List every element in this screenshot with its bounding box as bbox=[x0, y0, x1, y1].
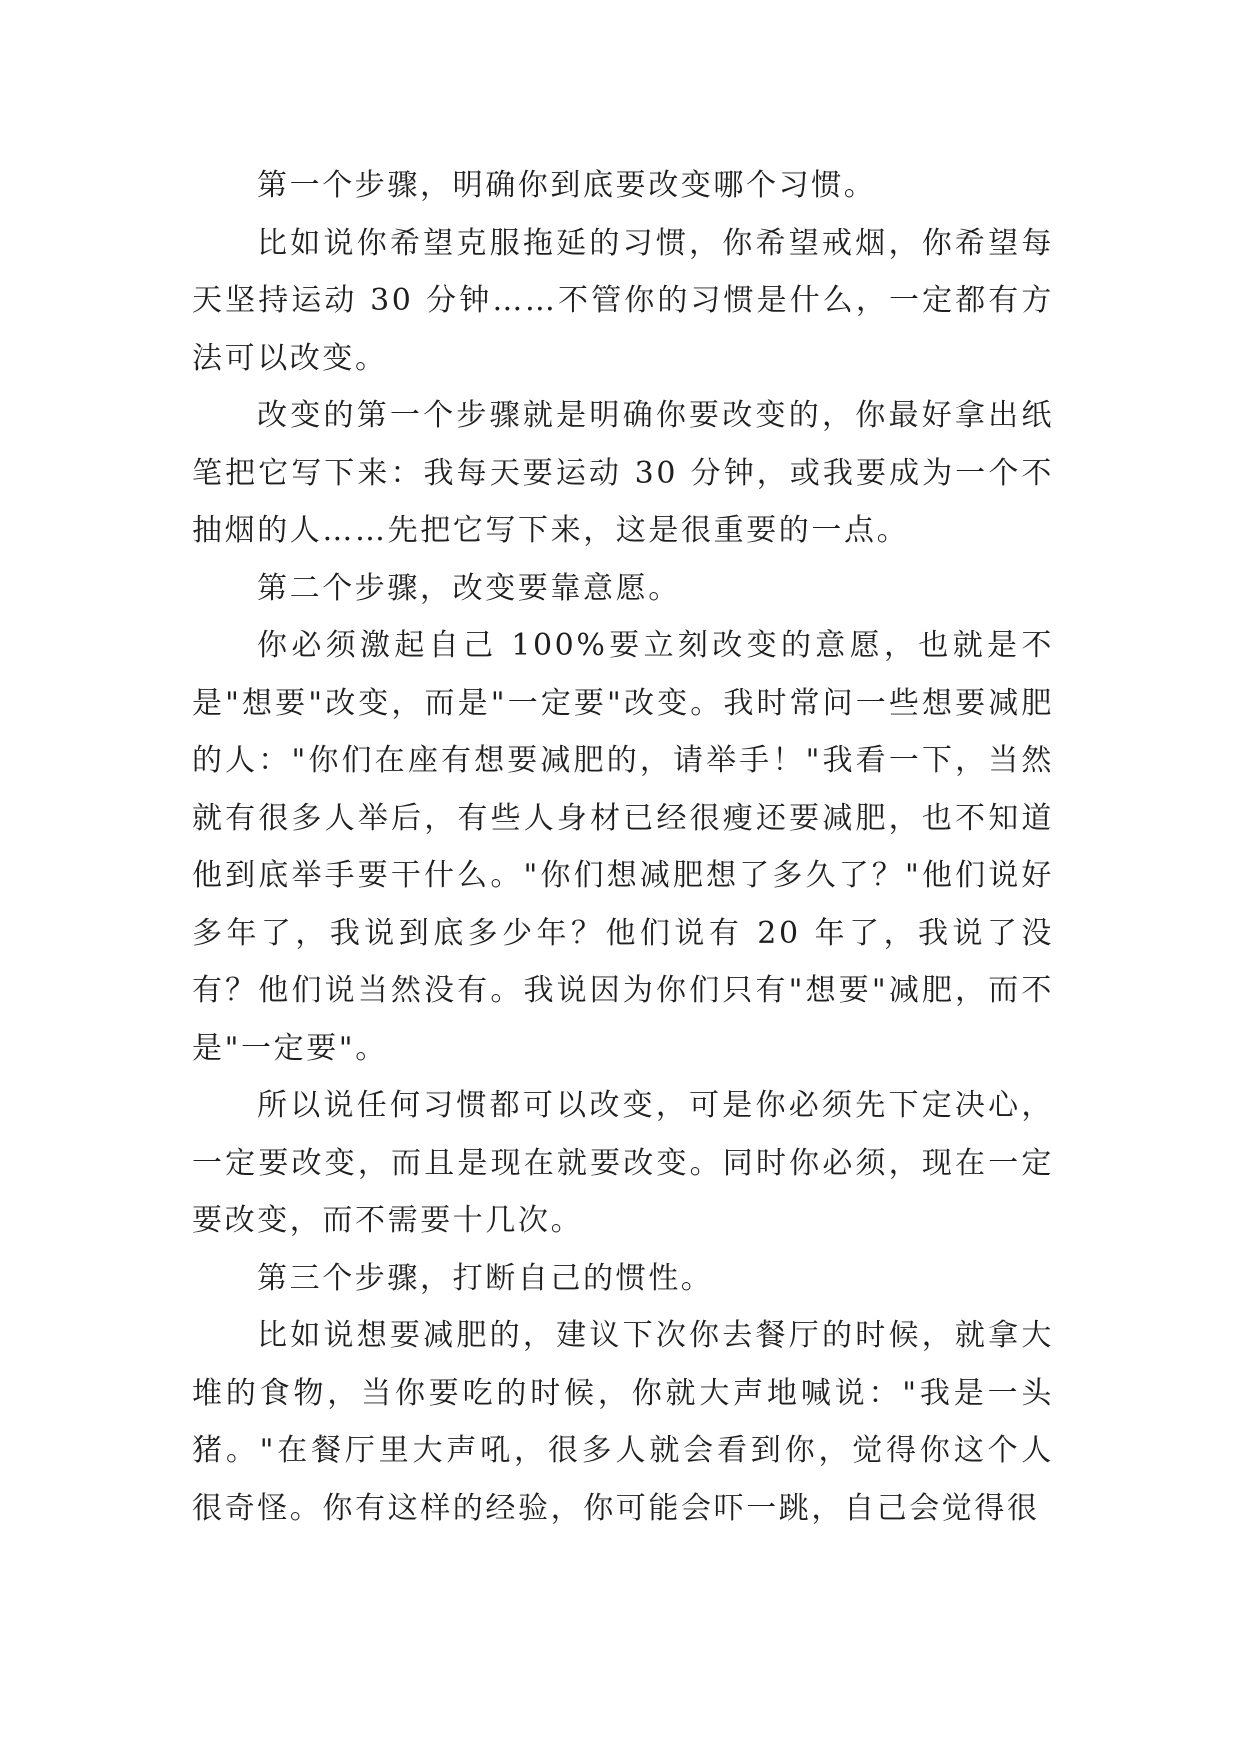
paragraph-step-one-example: 比如说你希望克服拖延的习惯，你希望戒烟，你希望每天坚持运动 30 分钟……不管你的习惯是什么，一定都有方法可以改变。 bbox=[192, 225, 1054, 376]
paragraph-step-two-detail: 你必须激起自己 100%要立刻改变的意愿，也就是不是"想要"改变，而是"一定要"改变。我时常问一些想要减肥的人："你们在座有想要减肥的，请举手！"我看一下，当然就有很多人举后，有些人身材已经很瘦还要减肥，也不知道他到底举手要干什么。"你们想减肥想了多久了？"他们说好多年了，我说到底多少年？他们说有 20 年了，我说了没有？他们说当然没有。我说因为你们只有"想要"减肥，而不是"一定要"。 bbox=[192, 628, 1054, 1066]
paragraph-step-one-detail: 改变的第一个步骤就是明确你要改变的，你最好拿出纸笔把它写下来：我每天要运动 30 分钟，或我要成为一个不抽烟的人……先把它写下来，这是很重要的一点。 bbox=[192, 398, 1054, 548]
paragraph-step-two-summary: 所以说任何习惯都可以改变，可是你必须先下定决心，一定要改变，而且是现在就要改变。同时你必须，现在一定要改变，而不需要十几次。 bbox=[192, 1088, 1054, 1238]
paragraph-step-three-detail: 比如说想要减肥的，建议下次你去餐厅的时候，就拿大堆的食物，当你要吃的时候，你就大声地喊说："我是一头猪。"在餐厅里大声吼，很多人就会看到你，觉得你这个人很奇怪。你有这样的经验，你可能会吓一跳，自己会觉得很 bbox=[192, 1318, 1054, 1526]
paragraph-step-three-heading: 第三个步骤，打断自己的惯性。 bbox=[257, 1260, 714, 1296]
document-body bbox=[192, 157, 1054, 1537]
paragraph-step-two-heading: 第二个步骤，改变要靠意愿。 bbox=[257, 570, 681, 606]
paragraph-step-one-heading: 第一个步骤，明确你到底要改变哪个习惯。 bbox=[257, 168, 877, 203]
